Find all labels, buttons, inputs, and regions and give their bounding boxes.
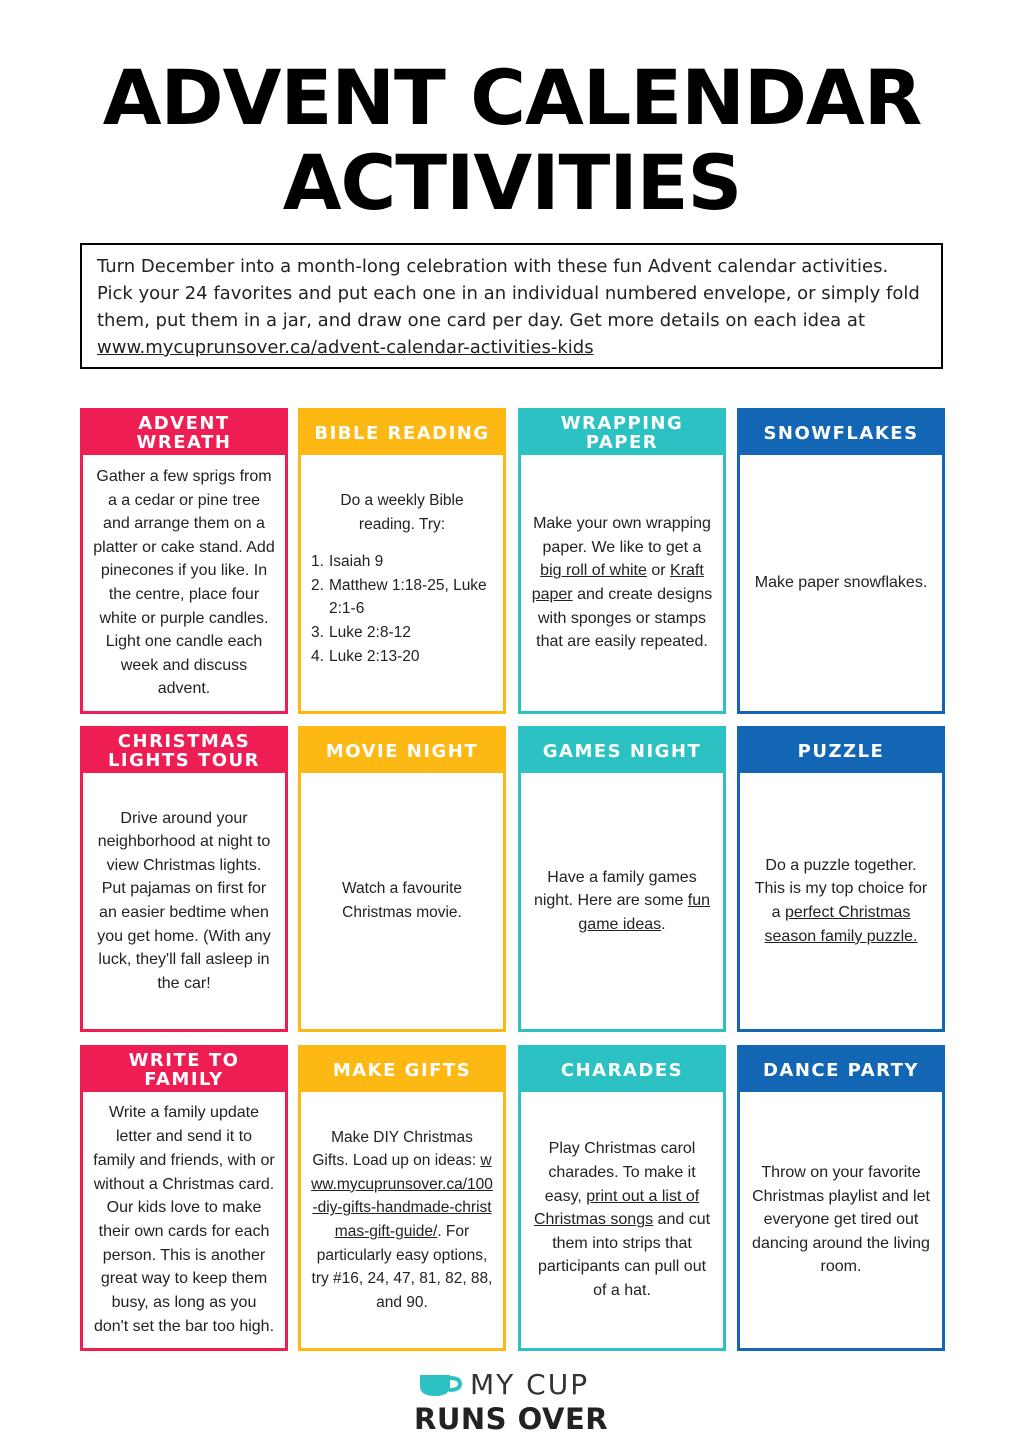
card-title: BIBLE READING [301, 411, 503, 455]
card-body [740, 455, 942, 711]
list-item: 4. Luke 2:13-20 [311, 647, 420, 665]
card-text: Play Christmas carol charades. To make it easy, print out a list of Christmas songs and cut them into strips that participants can pull out of a hat. [533, 1140, 711, 1299]
card-body [521, 1092, 723, 1348]
card-body [83, 455, 285, 711]
card-body [83, 773, 285, 1029]
card-snowflakes [737, 408, 945, 714]
card-text: Throw on your favorite Christmas playlist and let everyone get tired out dancing around the living room. [752, 1164, 930, 1276]
link-puzzle[interactable]: perfect Christmas season family puzzle. [764, 904, 918, 945]
intro-text: Turn December into a month-long celebration with these fun Advent calendar activities. Pick your 24 favorites and put each one in an individual numbered envelope, or simply fold them, put them in a jar, and draw one card per day. Get more details on each idea at [97, 256, 920, 331]
card-body [521, 773, 723, 1029]
card-text: Make DIY Christmas Gifts. Load up on ideas: www.mycuprunsover.ca/100-diy-gifts-handmade-christmas-gift-guide/. For particularly easy options, try #16, 24, 47, 81, 82, 88, and 90. [311, 1128, 493, 1311]
card-advent-wreath [80, 408, 288, 714]
logo-line-1: MY CUP [470, 1368, 590, 1401]
card-title: GAMES NIGHT [521, 729, 723, 773]
intro-link[interactable]: www.mycuprunsover.ca/advent-calendar-activities-kids [97, 337, 594, 358]
card-text: Have a family games night. Here are some fun game ideas. [533, 868, 711, 933]
list-item: 3. Luke 2:8-12 [311, 623, 411, 641]
card-charades [518, 1045, 726, 1351]
card-title: DANCE PARTY [740, 1048, 942, 1092]
page-title-line-2: ACTIVITIES [282, 138, 742, 227]
page-title-line-1: ADVENT CALENDAR [102, 53, 922, 142]
card-body [521, 455, 723, 711]
reading-list [311, 550, 493, 668]
card-text: Make paper snowflakes. [754, 574, 928, 592]
card-text: Do a puzzle together. This is my top choice for a perfect Christmas season family puzzle. [754, 856, 928, 945]
brand-logo [410, 1368, 620, 1438]
card-puzzle [737, 726, 945, 1032]
card-text: Make your own wrapping paper. We like to get a big roll of white or Kraft paper and create designs with sponges or stamps that are easily repeated. [531, 515, 713, 651]
card-body [740, 1092, 942, 1348]
card-make-gifts [298, 1045, 506, 1351]
card-text: Watch a favourite Christmas movie. [341, 880, 463, 921]
card-games-night [518, 726, 726, 1032]
card-text: Write a family update letter and send it to family and friends, with or without a Christmas card. Our kids love to make their own cards for each person. This is another great way to keep them busy, as long as you don't set the bar too high. [93, 1104, 275, 1335]
link-kraft-paper[interactable]: Kraft paper [531, 562, 704, 603]
card-body [301, 455, 503, 711]
link-fun-game-ideas[interactable]: fun game ideas [578, 892, 711, 933]
card-title: CHARADES [521, 1048, 723, 1092]
card-body [83, 1092, 285, 1348]
link-big-roll[interactable]: big roll of white [540, 562, 647, 580]
card-text: Do a weekly Bible reading. Try: [340, 492, 464, 533]
card-bible-reading [298, 408, 506, 714]
card-body [301, 773, 503, 1029]
list-item: 2. Matthew 1:18-25, Luke 2:1-6 [311, 576, 487, 618]
card-title: WRAPPING PAPER [521, 411, 723, 455]
card-wrapping-paper [518, 408, 726, 714]
link-diy-gifts[interactable]: www.mycuprunsover.ca/100-diy-gifts-handmade-christmas-gift-guide/ [311, 1152, 493, 1240]
list-item: 1. Isaiah 9 [311, 553, 384, 571]
logo-line-2: RUNS OVER [414, 1402, 609, 1436]
card-title: PUZZLE [740, 729, 942, 773]
card-title: MOVIE NIGHT [301, 729, 503, 773]
card-dance-party [737, 1045, 945, 1351]
card-christmas-lights-tour [80, 726, 288, 1032]
link-christmas-songs[interactable]: print out a list of Christmas songs [533, 1187, 700, 1229]
card-title: SNOWFLAKES [740, 411, 942, 455]
card-title: ADVENT WREATH [83, 411, 285, 455]
intro-box [80, 243, 943, 369]
card-text: Drive around your neighborhood at night to view Christmas lights. Put pajamas on first for an easier bedtime when you get home. (With any luck, they'll fall asleep in the car! [97, 809, 271, 992]
card-write-to-family [80, 1045, 288, 1351]
card-title: WRITE TO FAMILY [83, 1048, 285, 1092]
card-title: MAKE GIFTS [301, 1048, 503, 1092]
card-text: Gather a few sprigs from a a cedar or pine tree and arrange them on a platter or cake stand. Add pinecones if you like. In the centre, place four white or purple candles. Light one candle each week and discuss advent. [93, 468, 275, 698]
card-movie-night [298, 726, 506, 1032]
card-body [740, 773, 942, 1029]
card-body [301, 1092, 503, 1348]
teacup-icon [416, 1372, 464, 1398]
card-title: CHRISTMAS LIGHTS TOUR [83, 729, 285, 773]
